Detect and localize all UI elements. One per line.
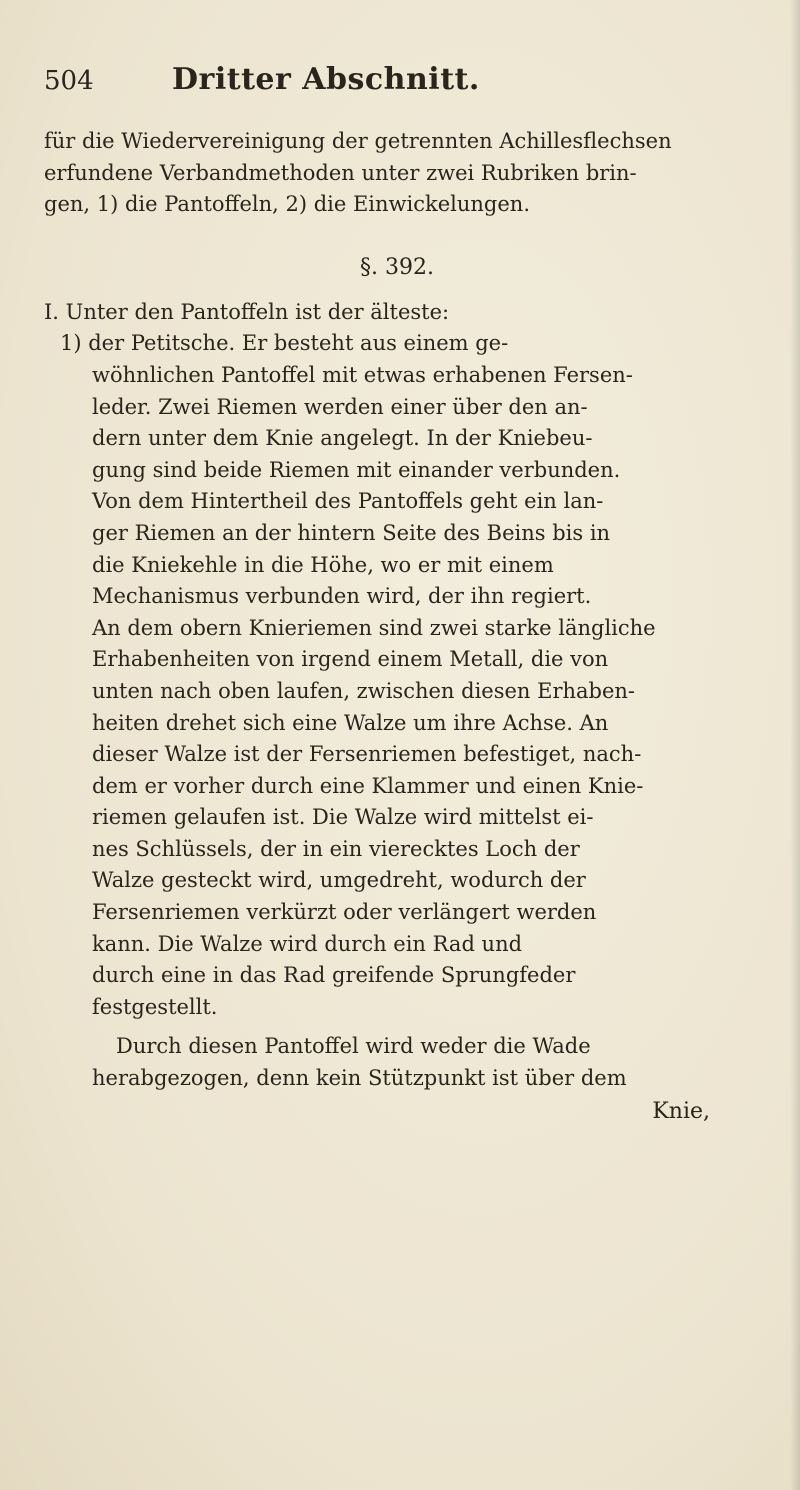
text-line: herabgezogen, denn kein Stützpunkt ist über dem xyxy=(92,1066,627,1091)
text-line: ger Riemen an der hintern Seite des Beins bis in xyxy=(92,520,611,545)
text-line: durch eine in das Rad greifende Sprungfeder xyxy=(92,963,576,988)
section-heading: §. 392. xyxy=(360,254,434,280)
text-line: 1) der Petitsche. Er besteht aus einem ge- xyxy=(60,331,509,356)
text-line: dem er vorher durch eine Klammer und einen Knie- xyxy=(92,773,644,798)
catchword: Knie, xyxy=(652,1098,710,1124)
text-line: gung sind beide Riemen mit einander verbunden. xyxy=(92,457,621,482)
subheading-line: I. Unter den Pantoffeln ist der älteste: xyxy=(44,299,450,324)
text-line: dieser Walze ist der Fersenriemen befestiget, nach- xyxy=(92,742,642,767)
page-edge-shadow xyxy=(790,0,800,1490)
text-line: Von dem Hintertheil des Pantoffels geht ein lan- xyxy=(92,489,604,514)
intro-line: gen, 1) die Pantoffeln, 2) die Einwickelungen. xyxy=(44,192,530,217)
text-line: unten nach oben laufen, zwischen diesen Erhaben- xyxy=(92,678,636,703)
intro-paragraph xyxy=(44,126,764,221)
text-line: Fersenriemen verkürzt oder verlängert werden xyxy=(92,900,597,925)
paragraph-conclusion xyxy=(44,1031,750,1094)
text-line: festgestellt. xyxy=(92,994,218,1019)
text-line: die Kniekehle in die Höhe, wo er mit einem xyxy=(92,552,554,577)
paragraph-pantoffeln xyxy=(44,297,750,1024)
running-head: Dritter Abschnitt. xyxy=(172,62,480,97)
text-line: leder. Zwei Riemen werden einer über den an- xyxy=(92,394,588,419)
text-line: wöhnlichen Pantoffel mit etwas erhabenen Fersen- xyxy=(92,362,633,387)
text-line: kann. Die Walze wird durch ein Rad und xyxy=(92,931,523,956)
intro-line: erfundene Verbandmethoden unter zwei Rubriken brin- xyxy=(44,160,637,185)
text-line: Erhabenheiten von irgend einem Metall, die von xyxy=(92,647,609,672)
page-header xyxy=(44,62,750,106)
page-number: 504 xyxy=(44,66,94,96)
text-line: nes Schlüssels, der in ein vierecktes Loch der xyxy=(92,836,580,861)
text-line: dern unter dem Knie angelegt. In der Kniebeu- xyxy=(92,426,593,451)
text-line: heiten drehet sich eine Walze um ihre Achse. An xyxy=(92,710,609,735)
text-line: Mechanismus verbunden wird, der ihn regiert. xyxy=(92,584,592,609)
intro-line: für die Wiedervereinigung der getrennten Achillesflechsen xyxy=(44,129,672,153)
text-line: An dem obern Knieriemen sind zwei starke längliche xyxy=(92,615,656,640)
text-line: Walze gesteckt wird, umgedreht, wodurch der xyxy=(92,868,586,893)
text-line: riemen gelaufen ist. Die Walze wird mittelst ei- xyxy=(92,805,594,830)
text-line: Durch diesen Pantoffel wird weder die Wade xyxy=(116,1034,591,1059)
